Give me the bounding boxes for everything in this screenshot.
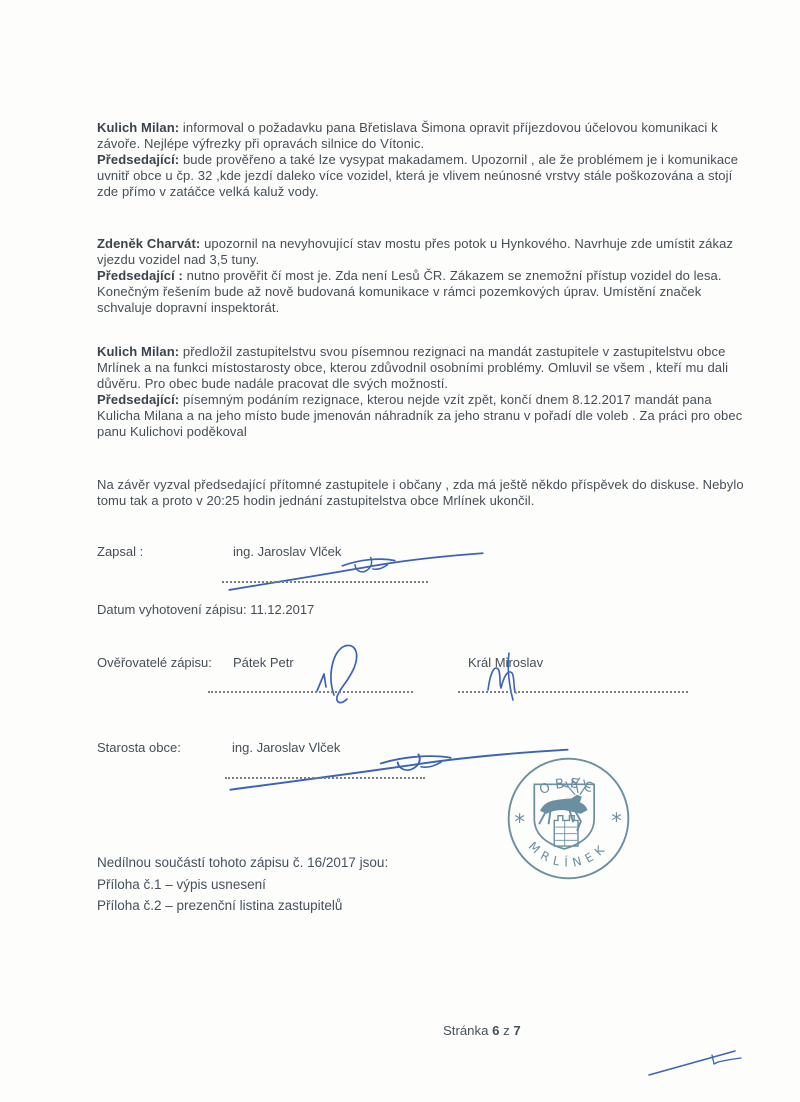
speaker-predsedajici: Předsedající: [97,151,180,167]
footer-label: Stránka [443,1023,493,1038]
page-footer [443,1023,521,1038]
speaker-kulich-milan: Kulich Milan: [97,344,180,359]
municipal-stamp [502,752,635,885]
date-of-record: Datum vyhotovení zápisu: 11.12.2017 [97,602,315,617]
paragraph-bridge [97,236,752,316]
statement-text: písemným podáním rezignace, kterou nejde vzít zpět, končí dnem 8.12.2017 mandát pana Kulicha Milana a na jeho místo bude jmenován náhradník za jeho stranu v pořadí dle voleb . Za práci pro obec panu Kulichovi poděkoval [97,391,743,439]
speaker-predsedajici: Předsedající: [97,391,180,407]
statement-text: informoval o požadavku pana Břetislava Šimona opravit příjezdovou účelovou komunikaci k závoře. Nejlépe výfrezky při opravách silnice do Vítonic. [97,120,718,151]
verifiers-label: Ověřovatelé zápisu: [97,655,212,670]
paragraph-closing [97,477,752,509]
attachment-item-2: Příloha č.2 – prezenční listina zastupitelů [97,898,343,913]
closing-text: Na závěr vyzval předsedající přítomné zastupitele i občany , zda má ještě někdo příspěvek do diskuse. Nebylo tomu tak a proto v 20:25 hodin jednání zastupitelstva obce Mrlínek ukončil. [97,477,744,508]
stamp-bottom-text: MRLÍNEK [525,839,612,870]
recorder-name: ing. Jaroslav Vlček [233,544,342,559]
verifier2-name: Král Miroslav [468,655,544,670]
statement-text: bude prověřeno a také lze vysypat makadamem. Upozornil , ale že problémem je i komunikace uvnitř obce u čp. 32 ,kde jezdí daleko více vozidel, která je vlivem neúnosné vrstvy stále poškozována a stojí zde přímo v zatáčce velká kaluž vody. [97,151,739,199]
mayor-name: ing. Jaroslav Vlček [232,740,341,755]
footer-current-page: 6 [492,1023,500,1038]
recorder-signature-line [222,581,428,583]
statement-text: upozornil na nevyhovující stav mostu přes potok u Hynkového. Navrhuje zde umístit zákaz vjezdu vozidel nad 3,5 tuny. [97,236,734,267]
verifier2-signature-line [458,691,688,693]
attachment-item-1: Příloha č.1 – výpis usnesení [97,876,266,892]
paragraph-road-repair [97,120,752,200]
stamp-top-text: OBEC [537,776,600,799]
mayor-signature-line [225,777,425,779]
speaker-kulich-milan: Kulich Milan: [97,120,180,135]
footer-total-pages: 7 [513,1023,521,1038]
statement-text: předložil zastupitelstvu svou písemnou rezignaci na mandát zastupitele v zastupitelstvu obce Mrlínek a na funkci místostarosty obce, kterou zdůvodnil osobními problémy. Omluvil se všem , kteří mu dali důvěru. Pro obec bude nadále pracovat dle svých možností. [97,344,729,391]
speaker-zdenek-charvat: Zdeněk Charvát: [97,236,201,251]
attachments-note [97,852,388,917]
verifier2-signature [482,648,526,704]
footer-separator: z [499,1023,514,1038]
speaker-predsedajici: Předsedající : [97,267,183,283]
attachments-heading: Nedílnou součástí tohoto zápisu č. 16/2017 jsou: [97,855,389,870]
stamp-right-star-icon: * [611,809,622,833]
recorder-signature [225,548,487,592]
verifier1-signature-line [208,691,413,693]
page-initial-signature [645,1040,745,1080]
paragraph-resignation [97,344,752,439]
verifier1-name: Pátek Petr [233,655,294,670]
stamp-left-star-icon: * [514,809,525,834]
recorder-label: Zapsal : [97,544,144,559]
verifier1-signature [308,643,380,707]
statement-text: nutno prověřit čí most je. Zda není Lesů ČR. Zákazem se znemožní přístup vozidel do lesa. Konečným řešením bude až nově budovaná komunikace v rámci pozemkových úprav. Umístění značek schvaluje dopravní inspektorát. [97,267,722,315]
mayor-label: Starosta obce: [97,740,181,755]
